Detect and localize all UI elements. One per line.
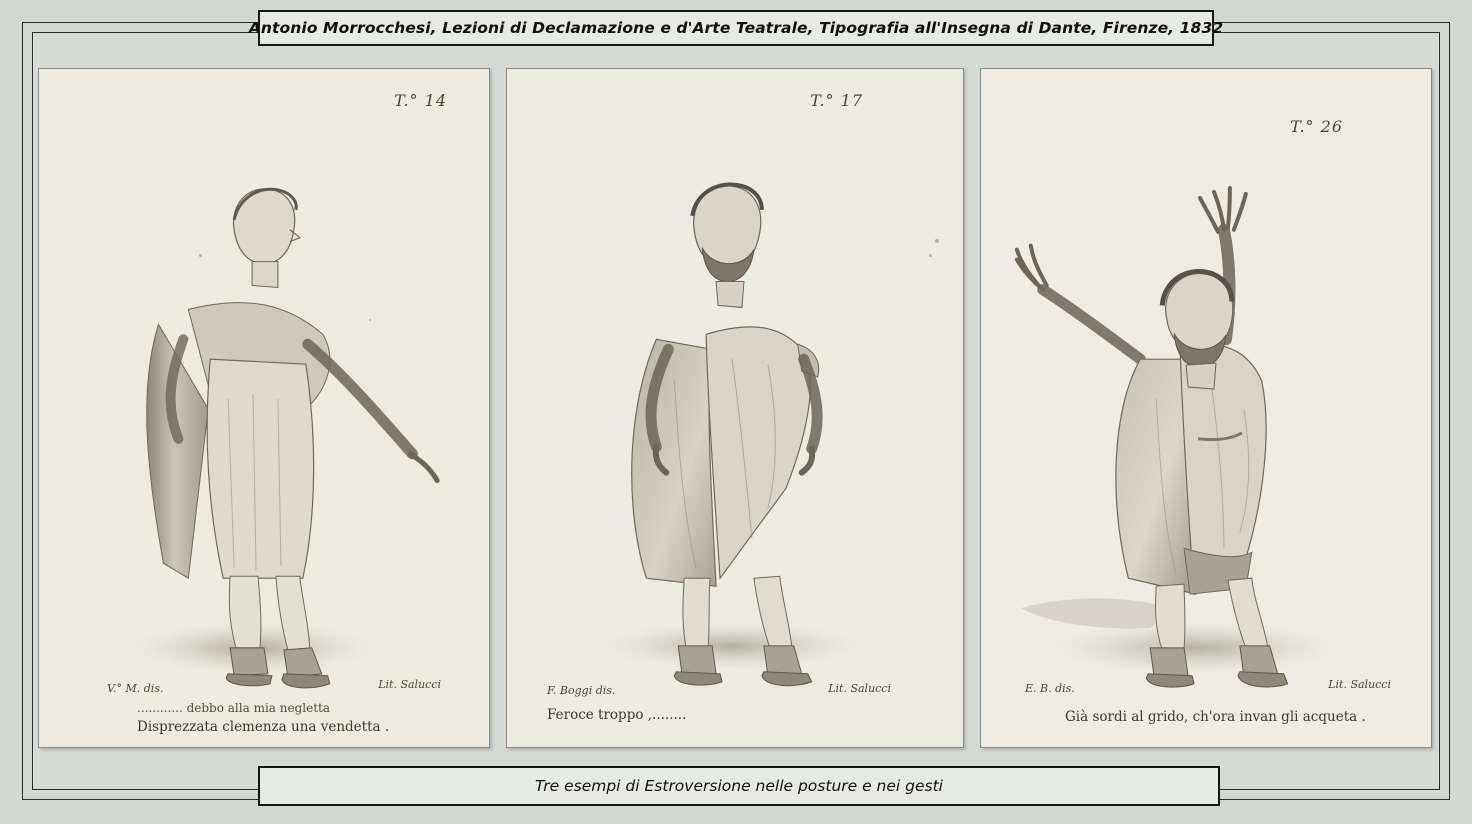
plate-3[interactable]: [980, 68, 1432, 748]
figure-drawing-3: [981, 109, 1431, 689]
plate-number-2: T.° 17: [810, 91, 863, 110]
plate-artist-right-3: Lit. Salucci: [1328, 678, 1391, 691]
slide-caption: Tre esempi di Estroversione nelle posture e nei gesti: [535, 777, 943, 795]
plate-1[interactable]: [38, 68, 490, 748]
plate-artist-left-2: F. Boggi dis.: [547, 684, 616, 697]
plate-caption-line-1b: Disprezzata clemenza una vendetta .: [137, 719, 390, 735]
paper-speck: [929, 254, 932, 257]
paper-speck: [935, 239, 939, 243]
figure-drawing-1: [39, 109, 489, 689]
caption-box: [258, 766, 1220, 806]
plate-caption-line-2a: Feroce troppo ,........: [547, 707, 687, 723]
figure-illustration-2: [507, 109, 963, 689]
figure-illustration-3: [981, 109, 1431, 689]
page-title: Antonio Morrocchesi, Lezioni di Declamazione e d'Arte Teatrale, Tipografia all'Insegna di Dante, Firenze, 1832: [248, 19, 1224, 37]
plate-caption-line-1a: ............ debbo alla mia negletta: [137, 701, 331, 715]
figure-drawing-2: [507, 109, 963, 689]
plate-artist-right-1: Lit. Salucci: [378, 678, 441, 691]
paper-speck: [199, 254, 202, 257]
plate-2[interactable]: [506, 68, 964, 748]
plates-row: [38, 68, 1432, 748]
plate-artist-left-1: V.° M. dis.: [107, 682, 164, 695]
plate-artist-right-2: Lit. Salucci: [828, 682, 891, 695]
figure-illustration-1: [39, 109, 489, 689]
plate-caption-line-3a: Già sordi al grido, ch'ora invan gli acqueta .: [1065, 709, 1366, 725]
paper-speck: [369, 319, 371, 321]
title-box: [248, 10, 1224, 46]
plate-number-1: T.° 14: [394, 91, 447, 110]
plate-number-3: T.° 26: [1290, 117, 1343, 136]
plate-artist-left-3: E. B. dis.: [1025, 682, 1075, 695]
